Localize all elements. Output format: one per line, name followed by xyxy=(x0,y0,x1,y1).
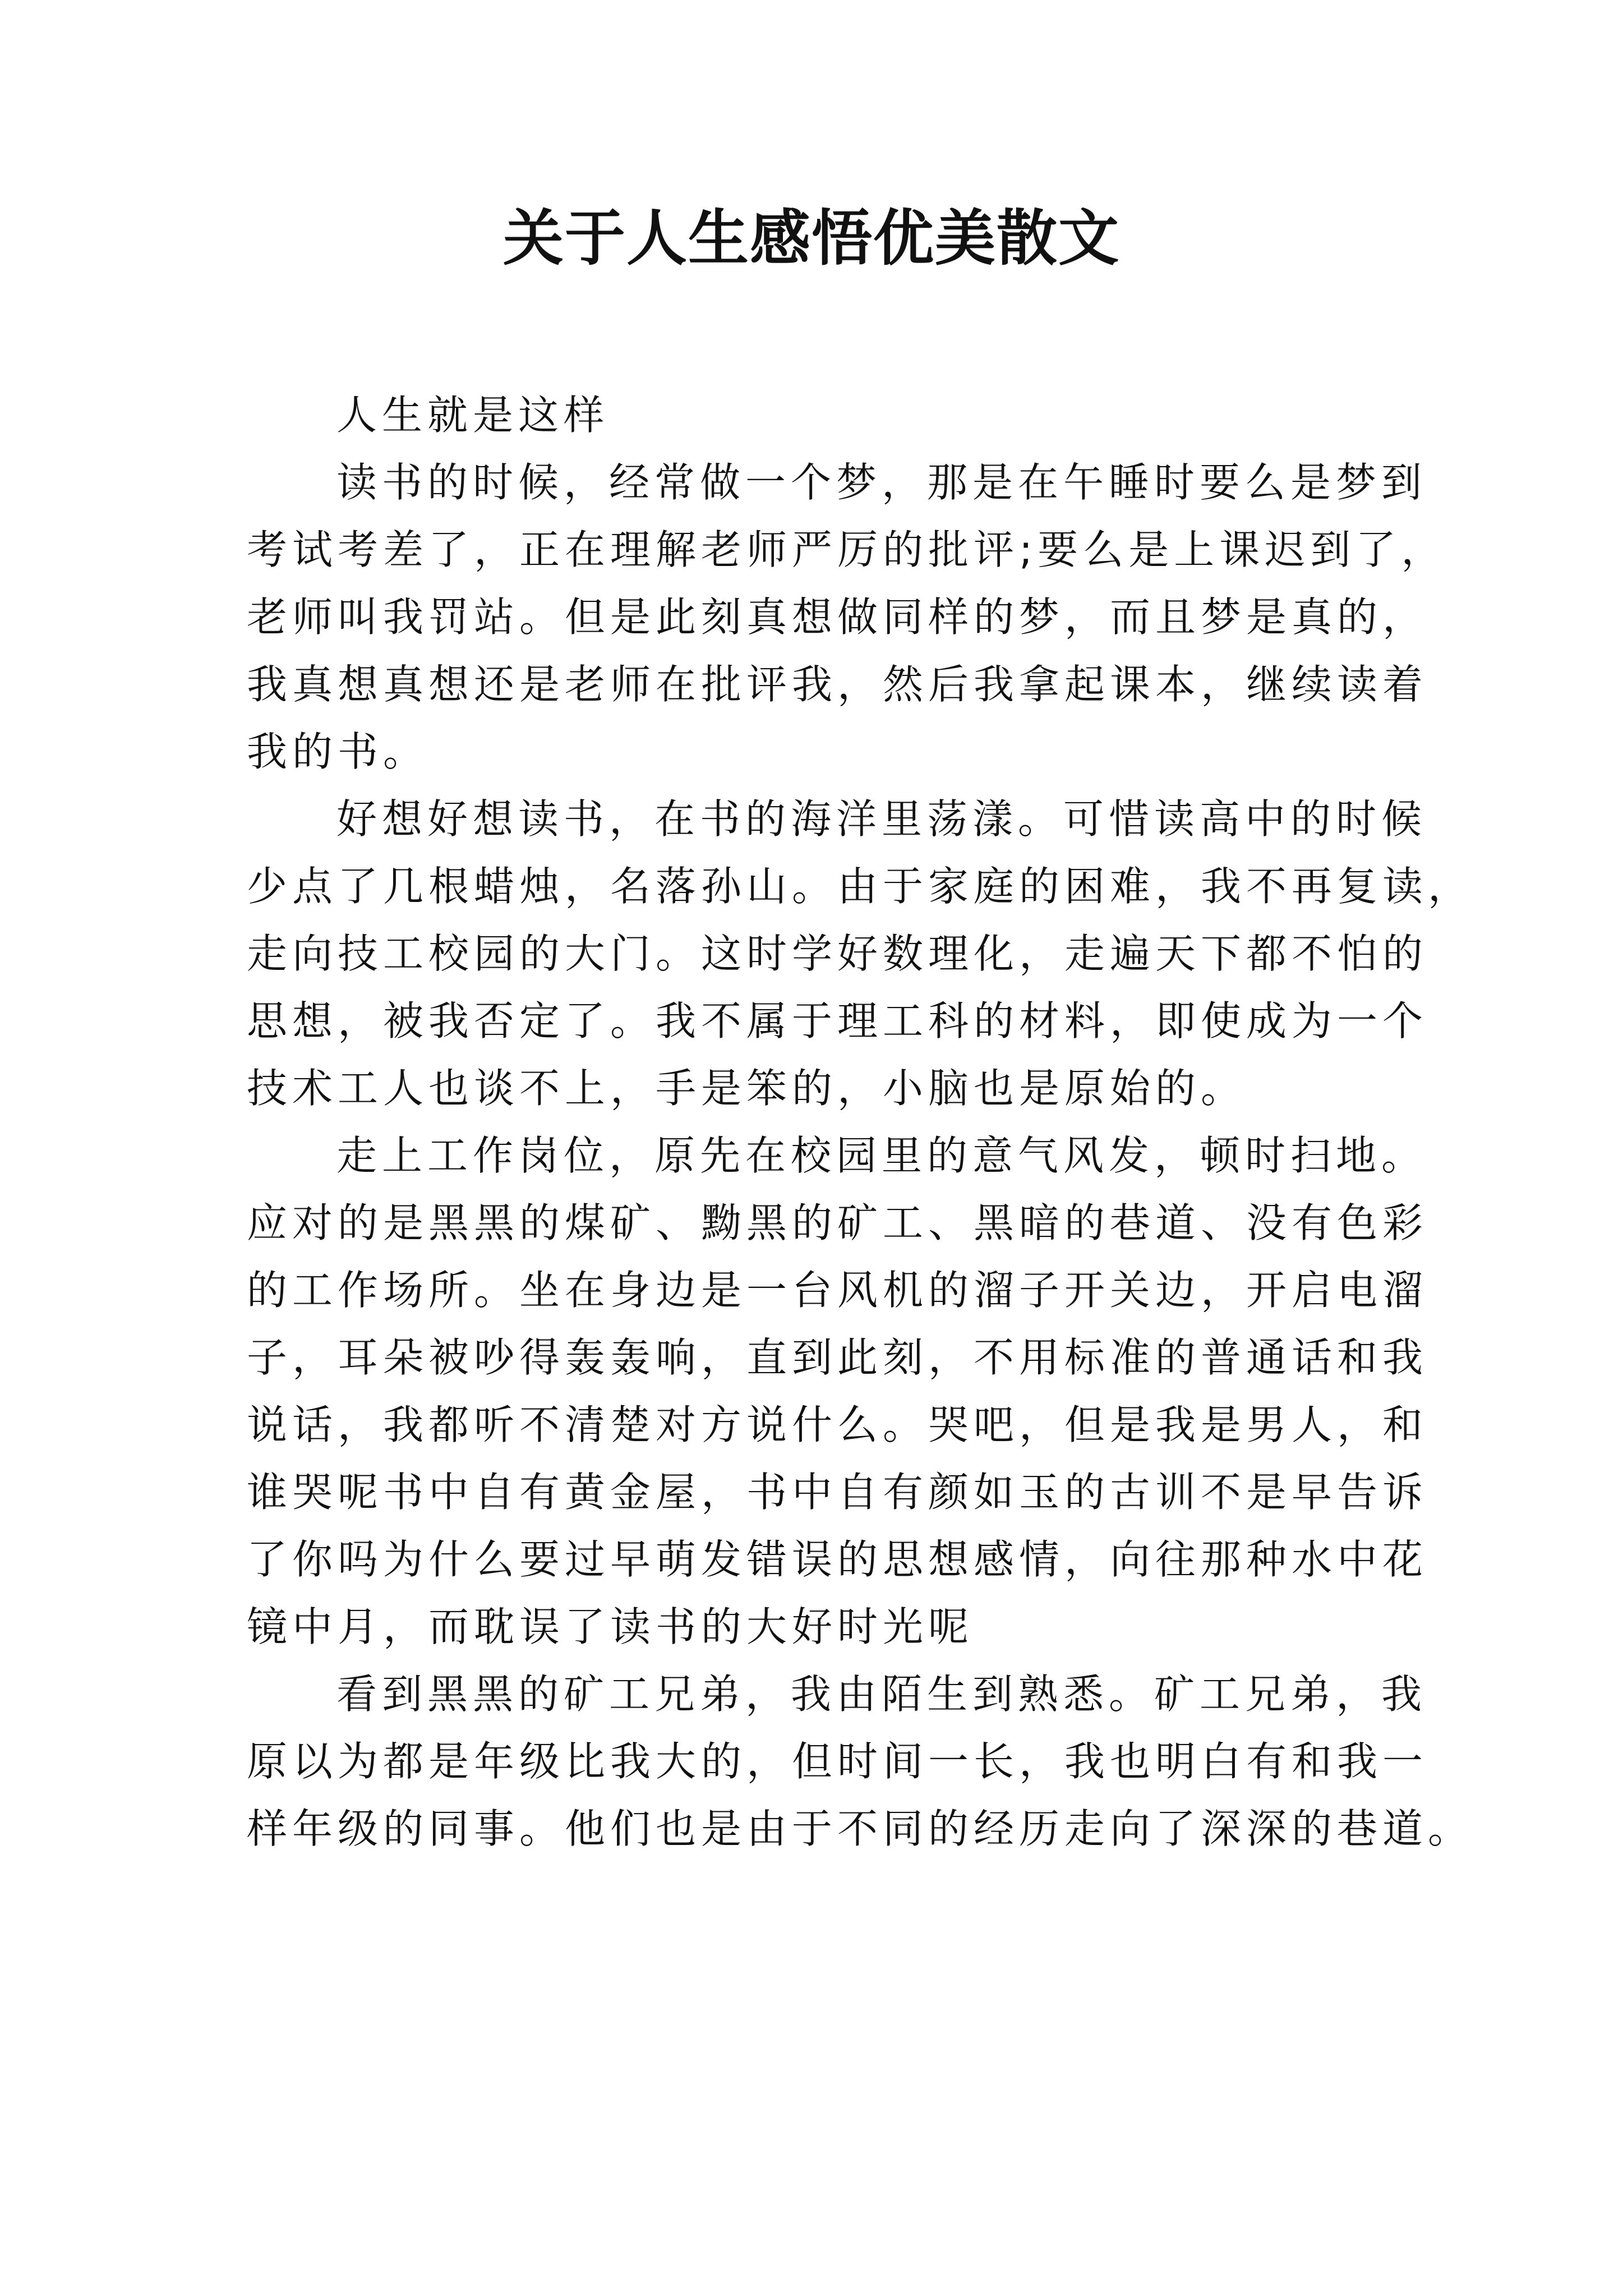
text-line: 技术工人也谈不上，手是笨的，小脑也是原始的。 xyxy=(247,1065,1247,1112)
document-title: 关于人生感悟优美散文 xyxy=(502,203,1120,274)
text-line: 谁哭呢书中自有黄金屋，书中自有颜如玉的古训不是早告诉 xyxy=(247,1469,1428,1516)
text-line: 看到黑黑的矿工兄弟，我由陌生到熟悉。矿工兄弟，我 xyxy=(336,1671,1427,1718)
text-line: 我的书。 xyxy=(247,728,429,775)
document-body xyxy=(247,381,1474,1862)
text-line: 走上工作岗位，原先在校园里的意气风发，顿时扫地。 xyxy=(336,1132,1427,1179)
text-line: 了你吗为什么要过早萌发错误的思想感情，向往那种水中花 xyxy=(247,1536,1428,1583)
text-line: 少点了几根蜡烛，名落孙山。由于家庭的困难，我不再复读， xyxy=(247,863,1474,910)
text-line: 的工作场所。坐在身边是一台风机的溜子开关边，开启电溜 xyxy=(247,1267,1428,1314)
text-line: 思想，被我否定了。我不属于理工科的材料，即使成为一个 xyxy=(247,997,1428,1045)
text-line: 好想好想读书，在书的海洋里荡漾。可惜读高中的时候 xyxy=(336,795,1427,843)
text-line: 原以为都是年级比我大的，但时间一长，我也明白有和我一 xyxy=(247,1738,1428,1785)
text-line: 考试考差了，正在理解老师严厉的批评;要么是上课迟到了， xyxy=(247,526,1447,573)
text-line: 读书的时候，经常做一个梦，那是在午睡时要么是梦到 xyxy=(336,459,1427,506)
text-line: 镜中月，而耽误了读书的大好时光呢 xyxy=(247,1603,974,1650)
text-line: 应对的是黑黑的煤矿、黝黑的矿工、黑暗的巷道、没有色彩 xyxy=(247,1199,1428,1246)
text-line: 子，耳朵被吵得轰轰响，直到此刻，不用标准的普通话和我 xyxy=(247,1334,1428,1381)
text-line: 说话，我都听不清楚对方说什么。哭吧，但是我是男人，和 xyxy=(247,1401,1428,1448)
text-line: 人生就是这样 xyxy=(336,392,610,439)
text-line: 我真想真想还是老师在批评我，然后我拿起课本，继续读着 xyxy=(247,661,1428,708)
text-line: 老师叫我罚站。但是此刻真想做同样的梦，而且梦是真的， xyxy=(247,593,1428,641)
text-line: 走向技工校园的大门。这时学好数理化，走遍天下都不怕的 xyxy=(247,930,1428,977)
text-line: 样年级的同事。他们也是由于不同的经历走向了深深的巷道。 xyxy=(247,1805,1474,1852)
